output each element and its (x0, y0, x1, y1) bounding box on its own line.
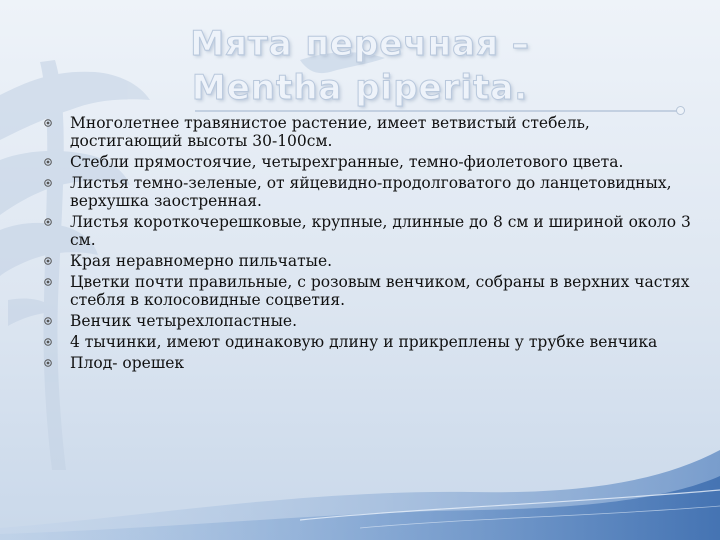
list-item (44, 174, 694, 210)
bullet-text: Цветки почти правильные, с розовым венчиком, собраны в верхних частях стебля в колосовидные соцветия. (70, 273, 690, 309)
bullet-text: 4 тычинки, имеют одинаковую длину и прикреплены у трубке венчика (70, 333, 658, 351)
bullet-text: Венчик четырехлопастные. (70, 312, 298, 330)
bullet-list (44, 114, 694, 375)
title-line-1: Мята перечная – (190, 24, 530, 64)
list-item (44, 333, 694, 351)
bullet-text: Края неравномерно пильчатые. (70, 252, 333, 270)
list-item (44, 312, 694, 330)
circle-dot-icon (44, 338, 52, 346)
bullet-text: Многолетнее травянистое растение, имеет ветвистый стебель, достигающий высоты 30-100см. (70, 114, 590, 150)
bullet-text: Стебли прямостоячие, четырехгранные, темно-фиолетового цвета. (70, 153, 624, 171)
bottom-wave-decoration (0, 420, 720, 540)
circle-dot-icon (44, 119, 52, 127)
circle-dot-icon (44, 359, 52, 367)
bullet-text: Плод- орешек (70, 354, 185, 372)
slide-title (120, 22, 600, 110)
circle-dot-icon (44, 317, 52, 325)
list-item (44, 213, 694, 249)
bullet-text: Листья короткочерешковые, крупные, длинные до 8 см и шириной около 3 см. (70, 213, 691, 249)
circle-dot-icon (44, 179, 52, 187)
circle-dot-icon (44, 257, 52, 265)
bullet-text: Листья темно-зеленые, от яйцевидно-продолговатого до ланцетовидных, верхушка заостренная. (70, 174, 672, 210)
circle-dot-icon (44, 158, 52, 166)
title-line-2: Mentha piperita. (191, 68, 529, 108)
circle-dot-icon (44, 218, 52, 226)
circle-dot-icon (44, 278, 52, 286)
list-item (44, 354, 694, 372)
list-item (44, 153, 694, 171)
list-item (44, 252, 694, 270)
list-item (44, 273, 694, 309)
title-underline (195, 110, 679, 112)
list-item (44, 114, 694, 150)
